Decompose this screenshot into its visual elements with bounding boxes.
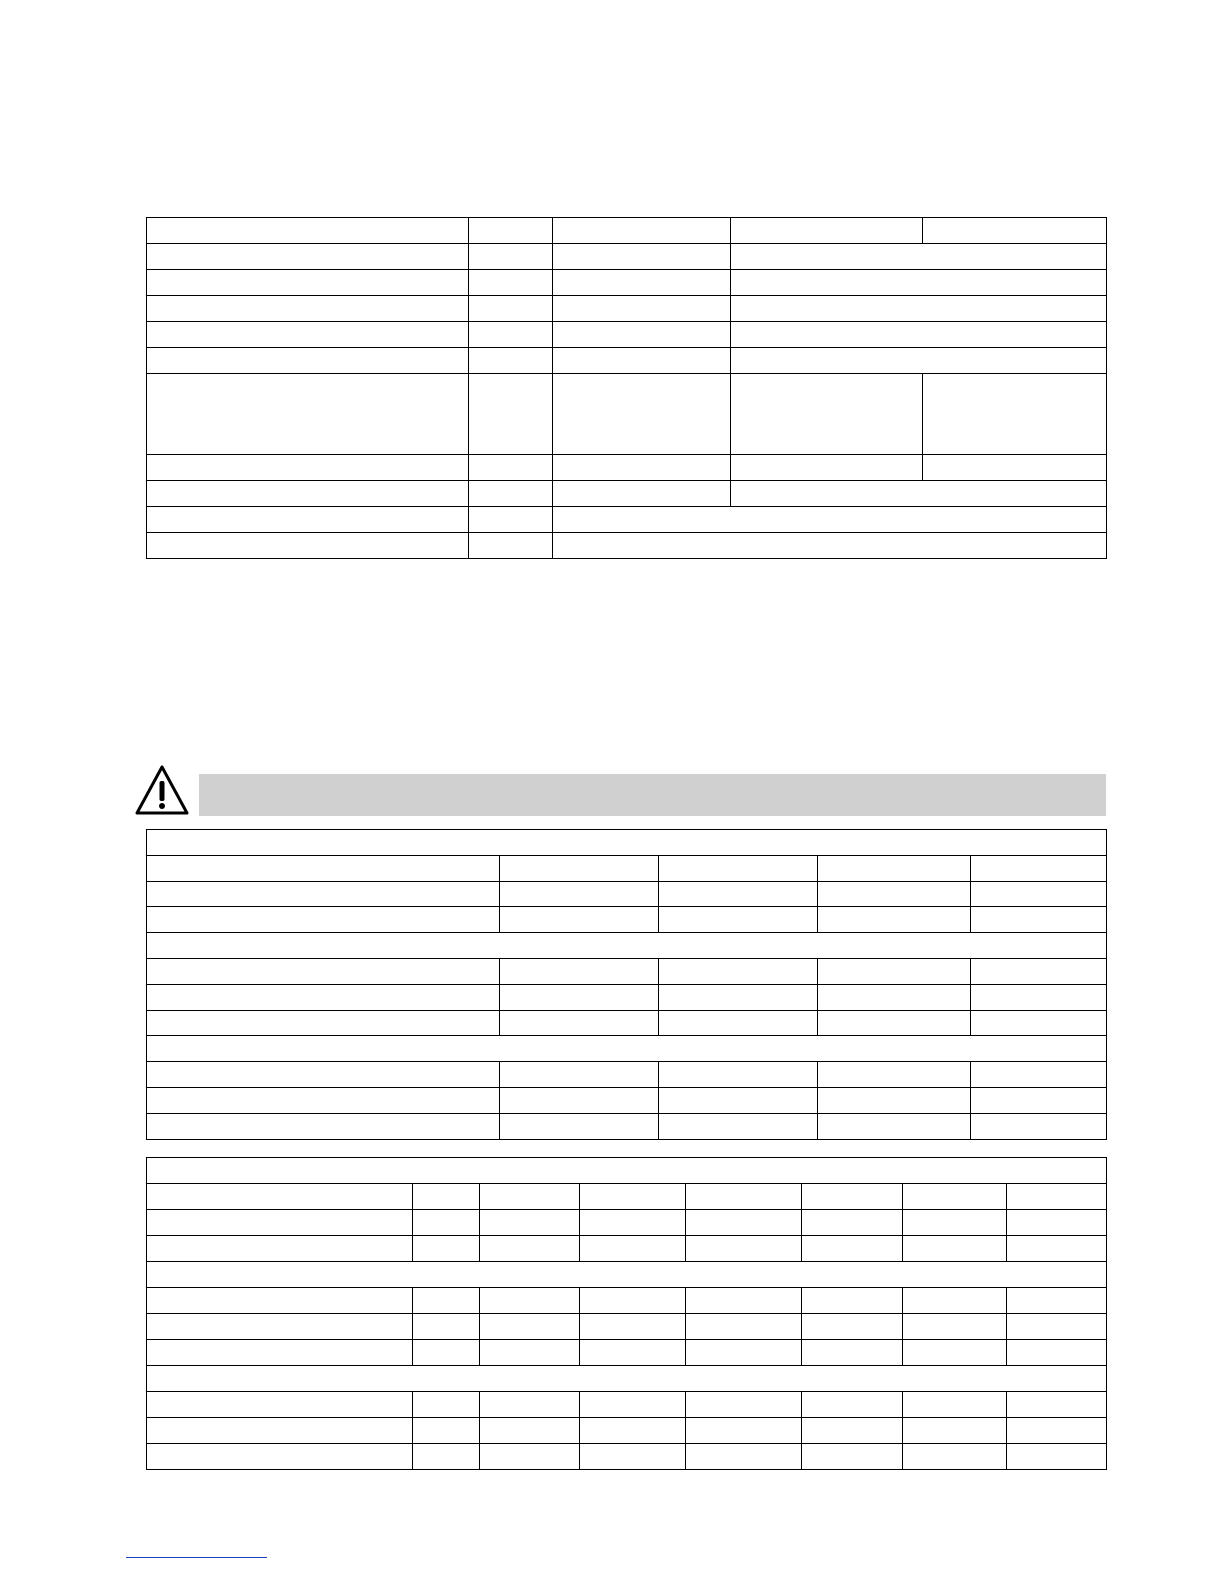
table-cell: [413, 1314, 480, 1340]
table-cell: [659, 1010, 818, 1036]
table-cell: [469, 270, 553, 296]
table-cell: [818, 984, 971, 1010]
table-cell: [818, 907, 971, 933]
table-section-header: [147, 1158, 1107, 1184]
table-cell: [469, 481, 553, 507]
table-row: [147, 1113, 1107, 1139]
table-cell: [413, 1444, 480, 1470]
table-cell: [147, 218, 469, 244]
table-cell: [1007, 1184, 1107, 1210]
table-cell: [500, 855, 659, 881]
table-row: [147, 296, 1107, 322]
table-cell: [147, 374, 469, 455]
table-cell: [553, 270, 731, 296]
table-cell: [1007, 1392, 1107, 1418]
table-row: [147, 218, 1107, 244]
table-cell: [500, 1113, 659, 1139]
table-cell: [580, 1418, 686, 1444]
table-cell: [500, 907, 659, 933]
table-cell: [147, 1010, 500, 1036]
table-cell: [731, 218, 923, 244]
table-row: [147, 1010, 1107, 1036]
table-cell: [971, 1062, 1107, 1088]
table-row: [147, 1418, 1107, 1444]
table-cell: [580, 1288, 686, 1314]
table-cell: [903, 1236, 1007, 1262]
table-cell: [971, 1113, 1107, 1139]
table-row: [147, 907, 1107, 933]
table-cell: [469, 244, 553, 270]
table-row: [147, 1444, 1107, 1470]
table-cell: [971, 984, 1107, 1010]
table-cell: [147, 1087, 500, 1113]
table-cell: [147, 348, 469, 374]
table-cell: [413, 1236, 480, 1262]
table-cell: [1007, 1288, 1107, 1314]
table-cell: [469, 296, 553, 322]
table-cell: [413, 1288, 480, 1314]
cable-table-primary: [146, 829, 1107, 1140]
table-cell: [480, 1314, 580, 1340]
table-cell: [147, 855, 500, 881]
table-cell: [686, 1418, 802, 1444]
table-row: [147, 244, 1107, 270]
table-row: [147, 374, 1107, 455]
table-cell: [500, 1062, 659, 1088]
table-cell: [147, 296, 469, 322]
table-cell: [553, 244, 731, 270]
table-cell: [1007, 1418, 1107, 1444]
table-cell: [480, 1184, 580, 1210]
table-row: [147, 881, 1107, 907]
table-cell: [818, 1113, 971, 1139]
table-section-header-row: [147, 933, 1107, 959]
table-cell: [802, 1444, 903, 1470]
table-cell: [147, 244, 469, 270]
table-cell: [480, 1210, 580, 1236]
table-cell: [480, 1392, 580, 1418]
table-cell: [1007, 1340, 1107, 1366]
table-cell: [731, 348, 1107, 374]
table-cell: [1007, 1236, 1107, 1262]
table-cell: [413, 1418, 480, 1444]
table-cell: [1007, 1210, 1107, 1236]
table-cell: [971, 881, 1107, 907]
table-cell: [802, 1236, 903, 1262]
table-cell: [500, 1087, 659, 1113]
table-cell: [971, 1010, 1107, 1036]
table-cell: [500, 881, 659, 907]
table-cell: [971, 855, 1107, 881]
table-cell: [500, 984, 659, 1010]
table-section-header: [147, 933, 1107, 959]
table-cell: [731, 296, 1107, 322]
specification-table: [146, 217, 1107, 559]
table-cell: [147, 958, 500, 984]
table-cell: [469, 218, 553, 244]
table-cell: [580, 1444, 686, 1470]
table-cell: [580, 1392, 686, 1418]
table-cell: [802, 1184, 903, 1210]
table-row: [147, 270, 1107, 296]
table-cell: [147, 533, 469, 559]
table-cell: [147, 481, 469, 507]
table-row: [147, 1087, 1107, 1113]
table-cell: [1007, 1314, 1107, 1340]
table-cell: [686, 1444, 802, 1470]
table-cell: [923, 455, 1107, 481]
table-cell: [731, 244, 1107, 270]
table-row: [147, 533, 1107, 559]
table-cell: [903, 1392, 1007, 1418]
table-cell: [553, 218, 731, 244]
table-cell: [659, 1087, 818, 1113]
table-cell: [659, 1062, 818, 1088]
table-cell: [469, 455, 553, 481]
table-cell: [818, 1087, 971, 1113]
table-cell: [971, 1087, 1107, 1113]
table-cell: [971, 907, 1107, 933]
table-cell: [686, 1314, 802, 1340]
table-cell: [147, 1210, 413, 1236]
table-cell: [903, 1210, 1007, 1236]
table-cell: [469, 507, 553, 533]
table-row: [147, 1288, 1107, 1314]
table-row: [147, 958, 1107, 984]
table-row: [147, 348, 1107, 374]
table-section-header: [147, 1262, 1107, 1288]
cable-table-secondary: [146, 1157, 1107, 1470]
table-cell: [413, 1184, 480, 1210]
table-cell: [147, 1236, 413, 1262]
table-cell: [500, 958, 659, 984]
table-row: [147, 507, 1107, 533]
table-cell: [903, 1314, 1007, 1340]
table-row: [147, 1314, 1107, 1340]
table-cell: [818, 855, 971, 881]
table-cell: [923, 218, 1107, 244]
table-cell: [553, 374, 731, 455]
table-section-header-row: [147, 1158, 1107, 1184]
table-cell: [147, 1062, 500, 1088]
table-section-header-row: [147, 1036, 1107, 1062]
table-section-header: [147, 1366, 1107, 1392]
table-cell: [553, 296, 731, 322]
table-cell: [413, 1210, 480, 1236]
table-cell: [971, 958, 1107, 984]
table-row: [147, 1062, 1107, 1088]
table-cell: [480, 1288, 580, 1314]
table-cell: [480, 1418, 580, 1444]
table-cell: [802, 1210, 903, 1236]
table-cell: [147, 1392, 413, 1418]
table-row: [147, 481, 1107, 507]
table-cell: [731, 374, 923, 455]
table-cell: [553, 322, 731, 348]
table-cell: [480, 1340, 580, 1366]
table-cell: [686, 1210, 802, 1236]
table-cell: [686, 1392, 802, 1418]
table-cell: [802, 1418, 903, 1444]
warning-triangle-icon: [134, 764, 190, 816]
table-cell: [500, 1010, 659, 1036]
table-cell: [659, 881, 818, 907]
table-cell: [686, 1236, 802, 1262]
table-cell: [147, 1418, 413, 1444]
table-cell: [731, 455, 923, 481]
table-cell: [553, 533, 1107, 559]
table-cell: [686, 1184, 802, 1210]
table-cell: [802, 1314, 903, 1340]
table-cell: [903, 1288, 1007, 1314]
table-cell: [147, 270, 469, 296]
warning-banner: [199, 774, 1106, 816]
table-cell: [580, 1184, 686, 1210]
table-cell: [731, 270, 1107, 296]
table-section-header: [147, 830, 1107, 856]
table-cell: [147, 322, 469, 348]
table-cell: [818, 958, 971, 984]
table-cell: [802, 1288, 903, 1314]
table-cell: [580, 1236, 686, 1262]
table-cell: [469, 348, 553, 374]
table-cell: [147, 1184, 413, 1210]
table-cell: [659, 958, 818, 984]
table-cell: [147, 1314, 413, 1340]
table-cell: [147, 1444, 413, 1470]
table-cell: [686, 1288, 802, 1314]
table-cell: [553, 507, 1107, 533]
table-cell: [580, 1340, 686, 1366]
table-cell: [480, 1444, 580, 1470]
table-cell: [480, 1236, 580, 1262]
table-cell: [580, 1210, 686, 1236]
table-cell: [659, 1113, 818, 1139]
table-row: [147, 1184, 1107, 1210]
table-cell: [147, 1288, 413, 1314]
table-cell: [818, 1062, 971, 1088]
table-cell: [413, 1392, 480, 1418]
table-cell: [147, 907, 500, 933]
table-row: [147, 1210, 1107, 1236]
table-row: [147, 1236, 1107, 1262]
table-cell: [731, 322, 1107, 348]
table-row: [147, 984, 1107, 1010]
table-cell: [903, 1184, 1007, 1210]
table-row: [147, 322, 1107, 348]
table-cell: [147, 1340, 413, 1366]
table-cell: [147, 984, 500, 1010]
table-cell: [580, 1314, 686, 1340]
table-cell: [659, 984, 818, 1010]
table-cell: [1007, 1444, 1107, 1470]
table-cell: [147, 455, 469, 481]
table-section-header-row: [147, 830, 1107, 856]
table-row: [147, 455, 1107, 481]
table-cell: [686, 1340, 802, 1366]
table-cell: [147, 881, 500, 907]
table-cell: [553, 455, 731, 481]
table-cell: [147, 1113, 500, 1139]
table-cell: [469, 374, 553, 455]
table-cell: [469, 533, 553, 559]
table-section-header: [147, 1036, 1107, 1062]
table-cell: [903, 1340, 1007, 1366]
table-cell: [553, 481, 731, 507]
table-cell: [923, 374, 1107, 455]
table-cell: [553, 348, 731, 374]
table-cell: [147, 507, 469, 533]
table-section-header-row: [147, 1262, 1107, 1288]
footnote-separator: [126, 1557, 267, 1558]
table-cell: [903, 1444, 1007, 1470]
table-cell: [903, 1418, 1007, 1444]
table-cell: [802, 1392, 903, 1418]
table-row: [147, 855, 1107, 881]
table-row: [147, 1340, 1107, 1366]
table-cell: [469, 322, 553, 348]
table-cell: [659, 855, 818, 881]
table-section-header-row: [147, 1366, 1107, 1392]
table-cell: [802, 1340, 903, 1366]
table-row: [147, 1392, 1107, 1418]
table-cell: [731, 481, 1107, 507]
table-cell: [818, 1010, 971, 1036]
table-cell: [818, 881, 971, 907]
table-cell: [413, 1340, 480, 1366]
table-cell: [659, 907, 818, 933]
